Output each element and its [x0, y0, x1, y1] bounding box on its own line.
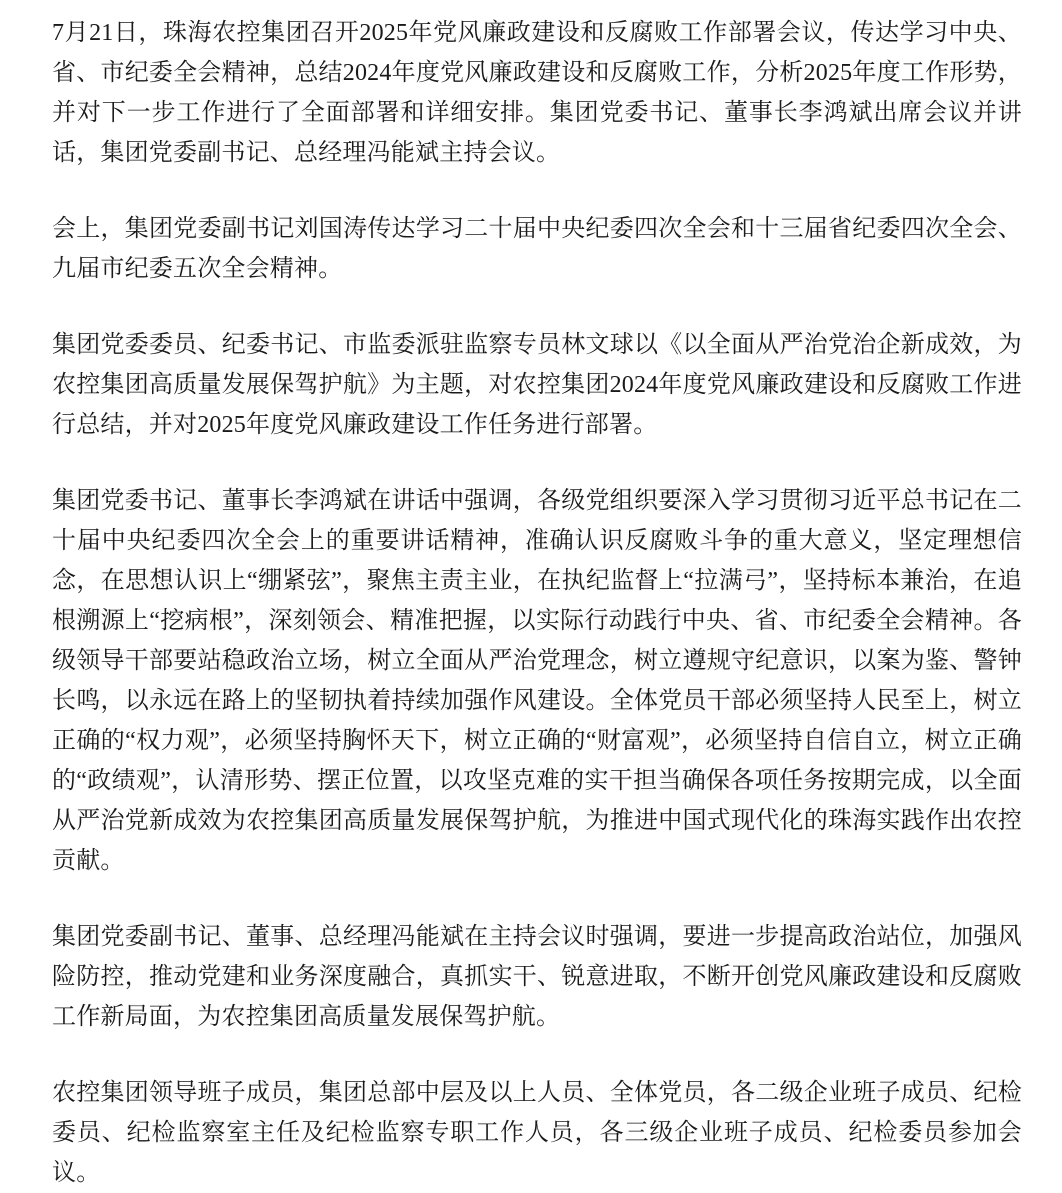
article-paragraph: 会上，集团党委副书记刘国涛传达学习二十届中央纪委四次全会和十三届省纪委四次全会、九届市纪委五次全会精神。 — [52, 216, 1022, 282]
article-paragraph: 集团党委副书记、董事、总经理冯能斌在主持会议时强调，要进一步提高政治站位，加强风险防控，推动党建和业务深度融合，真抓实干、锐意进取，不断开创党风廉政建设和反腐败工作新局面，为农控集团高质量发展保驾护航。 — [52, 924, 1022, 1030]
paragraph-list — [52, 13, 1022, 1193]
article-paragraph: 集团党委委员、纪委书记、市监委派驻监察专员林文球以《以全面从严治党治企新成效，为农控集团高质量发展保驾护航》为主题，对农控集团2024年度党风廉政建设和反腐败工作进行总结，并对2025年度党风廉政建设工作任务进行部署。 — [52, 332, 1022, 438]
article-paragraph: 集团党委书记、董事长李鸿斌在讲话中强调，各级党组织要深入学习贯彻习近平总书记在二十届中央纪委四次全会上的重要讲话精神，准确认识反腐败斗争的重大意义，坚定理想信念，在思想认识上“绷紧弦”，聚焦主责主业，在执纪监督上“拉满弓”，坚持标本兼治，在追根溯源上“挖病根”，深刻领会、精准把握，以实际行动践行中央、省、市纪委全会精神。各级领导干部要站稳政治立场，树立全面从严治党理念，树立遵规守纪意识，以案为鉴、警钟长鸣，以永远在路上的坚韧执着持续加强作风建设。全体党员干部必须坚持人民至上，树立正确的“权力观”，必须坚持胸怀天下，树立正确的“财富观”，必须坚持自信自立，树立正确的“政绩观”，认清形势、摆正位置，以攻坚克难的实干担当确保各项任务按期完成，以全面从严治党新成效为农控集团高质量发展保驾护航，为推进中国式现代化的珠海实践作出农控贡献。 — [52, 488, 1022, 874]
article-paragraph: 7月21日，珠海农控集团召开2025年党风廉政建设和反腐败工作部署会议，传达学习中央、省、市纪委全会精神，总结2024年度党风廉政建设和反腐败工作，分析2025年度工作形势，并对下一步工作进行了全面部署和详细安排。集团党委书记、董事长李鸿斌出席会议并讲话，集团党委副书记、总经理冯能斌主持会议。 — [52, 20, 1022, 166]
article-paragraph: 农控集团领导班子成员，集团总部中层及以上人员、全体党员，各二级企业班子成员、纪检委员、纪检监察室主任及纪检监察专职工作人员，各三级企业班子成员、纪检委员参加会议。 — [52, 1080, 1022, 1186]
